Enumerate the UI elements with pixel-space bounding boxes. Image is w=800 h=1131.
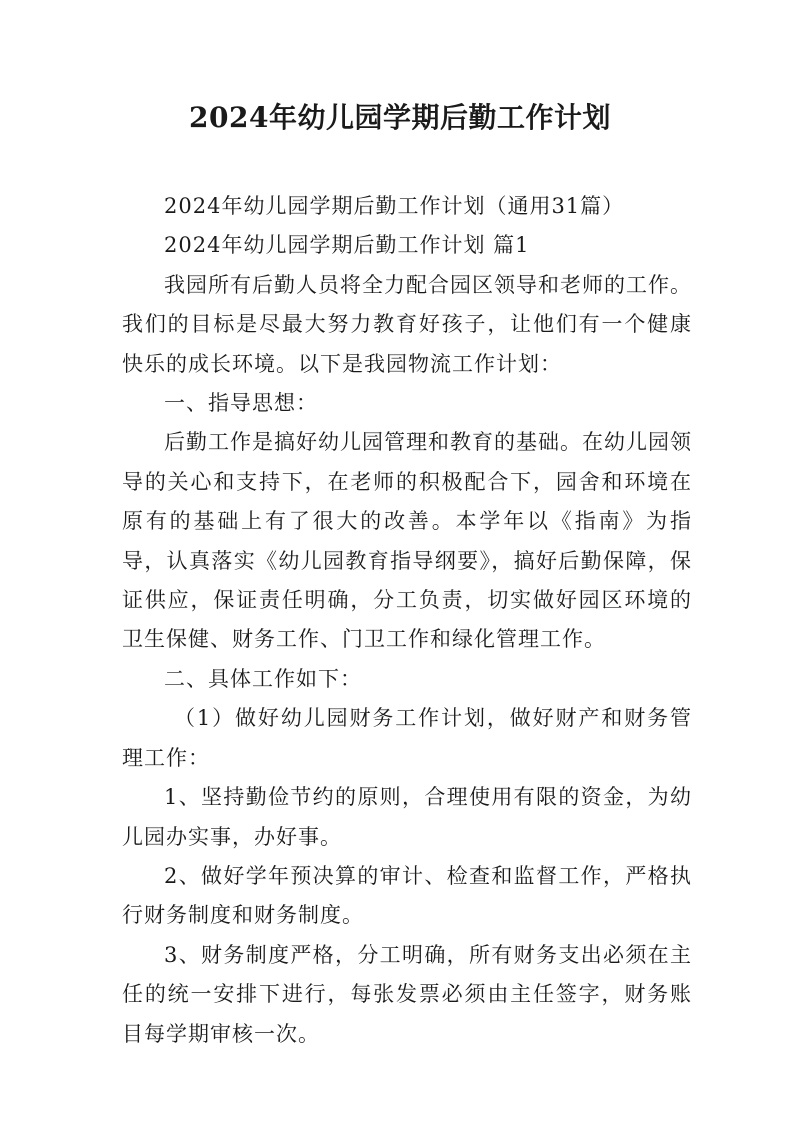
paragraph-item-2: 2、做好学年预决算的审计、检查和监督工作，严格执行财务制度和财务制度。 — [122, 863, 692, 928]
paragraph-heading-guiding-idea: 一、指导思想： — [164, 391, 318, 416]
document-title: 2024年幼儿园学期后勤工作计划 — [189, 101, 611, 134]
paragraph-intro: 我园所有后勤人员将全力配合园区领导和老师的工作。我们的目标是尽最大努力教育好孩子，让他们有一个健康快乐的成长环境。以下是我园物流工作计划： — [122, 272, 692, 376]
paragraph-subheading-finance: （1）做好幼儿园财务工作计划，做好财产和财务管理工作： — [122, 706, 692, 770]
paragraph-subtitle: 2024年幼儿园学期后勤工作计划（通用31篇） — [164, 194, 625, 218]
paragraph-item-3: 3、财务制度严格，分工明确，所有财务支出必须在主任的统一安排下进行，每张发票必须由主任签字，财务账目每学期审核一次。 — [122, 942, 692, 1046]
paragraph-heading-specific-work: 二、具体工作如下： — [164, 666, 362, 691]
paragraph-guiding-idea: 后勤工作是搞好幼儿园管理和教育的基础。在幼儿园领导的关心和支持下，在老师的积极配合下，园舍和环境在原有的基础上有了很大的改善。本学年以《指南》为指导，认真落实《幼儿园教育指导纲要》，搞好后勤保障，保证供应，保证责任明确，分工负责，切实做好园区环境的卫生保健、财务工作、门卫工作和绿化管理工作。 — [122, 430, 692, 652]
paragraph-item-1: 1、坚持勤俭节约的原则，合理使用有限的资金，为幼儿园办实事，办好事。 — [122, 785, 692, 849]
paragraph-section-heading: 2024年幼儿园学期后勤工作计划 篇1 — [164, 233, 530, 258]
document-body — [122, 187, 692, 1054]
